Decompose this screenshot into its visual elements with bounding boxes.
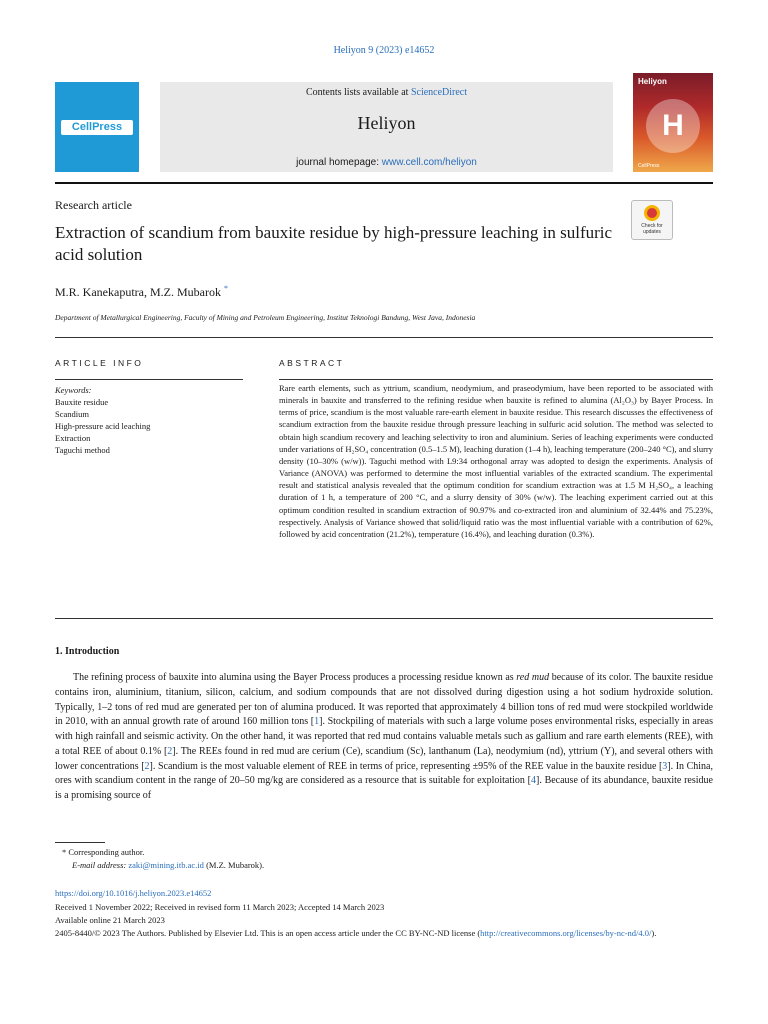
license-text: 2405-8440/© 2023 The Authors. Published by Elsevier Ltd. This is an open access article under the CC BY-NC-ND license ( (55, 928, 481, 938)
keyword-item: Taguchi method (55, 445, 110, 455)
citation-link[interactable]: 2 (167, 745, 173, 757)
author-list (55, 284, 228, 300)
abstract-text: Rare earth elements, such as yttrium, scandium, neodymium, and praseodymium, have been reported to be associated with minerals in bauxite and transferred to the refining residue when bauxite is refined to alumina (Al₂O₃) by Bayer Process. In terms of price, scandium is the most valuable rare-earth element in bauxite residue. This research discusses the effectiveness of scandium extraction from the bauxite residue through pressure leaching in sulfuric acid solution. The method was selected to obtain high scandium recovery and leaching selectivity to iron and aluminium. Series of leaching experiments were conducted under variations of H₂SO₄ concentration (0.5–1.5 M), leaching duration (1–4 h), leaching temperature (200–240 °C), and slurry density (10–30% (w/w)). Taguchi method with L9:34 orthogonal array was adopted to design the experiments. Analysis of Variance (ANOVA) was performed to determine the most influential variables of the extracted scandium. The experimental result and statistical analysis revealed that the optimum condition for scandium extraction was at 1.5 M H₂SO₄, a leaching duration of 1 h, a temperature of 200 °C, and a slurry density of 30% (w/w). The leaching experiment carried out at this optimum condition resulted in scandium extraction of 90.97% and co-extracted iron and aluminium of 32.44% and 75.23%, respectively. Analysis of Variance showed that solid/liquid ratio was the most influential variable with a contribution of 62%, followed by acid concentration (21.2%), temperature (16.4%), and leaching duration (0.3%). (279, 383, 713, 539)
corresponding-author-note: * Corresponding author. (62, 847, 145, 857)
intro-text-run: ]. Because of its abundance, bauxite residue is a promising source of (55, 775, 713, 801)
email-suffix: (M.Z. Mubarok). (203, 860, 265, 870)
check-for-updates-button[interactable] (631, 200, 673, 240)
online-date: Available online 21 March 2023 (55, 915, 165, 925)
intro-text-run: ]. The REEs found in red mud are cerium (Ce), scandium (Sc), lanthanum (La), neodymium (nd), yttrium (Y), and several others with lower concentrations [ (55, 745, 713, 772)
contents-prefix: Contents lists available at (305, 87, 411, 98)
email-link[interactable]: zaki@mining.itb.ac.id (128, 860, 204, 870)
cellpress-logo[interactable]: CellPress (61, 120, 133, 135)
citation-link[interactable]: 3 (662, 760, 668, 772)
cover-h-logo: H (646, 99, 700, 153)
journal-title: Heliyon (357, 113, 416, 133)
homepage-link[interactable]: www.cell.com/heliyon (381, 157, 477, 168)
sciencedirect-link[interactable]: ScienceDirect (410, 87, 468, 98)
keywords-block (55, 384, 243, 456)
article-title: Extraction of scandium from bauxite residue by high-pressure leaching in sulfuric acid solution (55, 223, 613, 264)
cellpress-logo-panel (55, 82, 139, 172)
citation-link[interactable]: 2 (144, 760, 150, 772)
authors-names: M.R. Kanekaputra, M.Z. Mubarok (55, 285, 221, 299)
received-dates: Received 1 November 2022; Received in revised form 11 March 2023; Accepted 14 March 2023 (55, 902, 385, 912)
license-end: ). (651, 928, 657, 938)
intro-italic-term: red mud (516, 672, 550, 683)
doi-link[interactable]: https://doi.org/10.1016/j.heliyon.2023.e14652 (55, 888, 212, 898)
journal-header (160, 82, 613, 172)
intro-text-run: The refining process of bauxite into alumina using the Bayer Process produces a processing residue known as (73, 672, 517, 683)
citation-link[interactable]: 1 (314, 716, 320, 728)
citation-link[interactable]: 4 (530, 775, 536, 787)
abstract-rule (279, 379, 713, 380)
keyword-item: Extraction (55, 433, 91, 443)
license-statement (55, 927, 713, 939)
intro-text-run: because of its color. The bauxite residue contains iron, aluminium, titanium, silicon, calcium, and sodium compounds that are not dissolved during digestion using a hot sodium hydroxide solution. Typically, 1–2 tons of red mud are generated per ton of alumina produced. It was reported that approximately 4 billion tons of red mud were stockpiled worldwide in 2010, with an annual growth rate of around 160 million tons [ (55, 672, 713, 728)
article-info-rule (55, 379, 243, 380)
check-updates-icon (644, 205, 660, 221)
corresponding-author-mark[interactable]: * (223, 284, 228, 293)
check-updates-label: Check for updates (641, 223, 663, 235)
cover-publisher: CellPress (638, 163, 660, 169)
keyword-item: Bauxite residue (55, 397, 109, 407)
introduction-heading: 1. Introduction (55, 646, 120, 657)
email-note (72, 860, 264, 870)
homepage-prefix: journal homepage: (296, 157, 382, 168)
introduction-paragraph (55, 671, 713, 804)
header-rule (55, 182, 713, 184)
footnote-rule (55, 842, 105, 843)
cover-title: Heliyon (638, 77, 667, 86)
abstract-end-rule (55, 618, 713, 619)
intro-text-run: ]. In China, ores with scandium content in the range of 20–50 mg/kg are considered as a resource that is suitable for exploitation [ (55, 760, 713, 787)
abstract-heading: ABSTRACT (279, 358, 345, 368)
keywords-label: Keywords: (55, 385, 92, 395)
affiliation: Department of Metallurgical Engineering, Faculty of Mining and Petroleum Engineering, Institut Teknologi Bandung, West Java, Indonesia (55, 313, 476, 322)
keyword-item: Scandium (55, 409, 89, 419)
license-link[interactable]: http://creativecommons.org/licenses/by-nc-nd/4.0/ (480, 928, 652, 938)
intro-text-run: ]. Stockpiling of materials with such a large volume poses environmental risks, especially in areas with high rainfall and seismic activity. On the other hand, it was reported that red mud contains valuable metals such as gallium and rare earth elements (REE), with a total REE of about 0.1% [ (55, 716, 713, 757)
section-rule (55, 337, 713, 338)
article-info-heading: ARTICLE INFO (55, 358, 144, 368)
article-type: Research article (55, 198, 132, 212)
journal-reference[interactable]: Heliyon 9 (2023) e14652 (333, 45, 435, 56)
intro-text-run: ]. Scandium is the most valuable element of REE in terms of price, representing ±95% of the REE value in the bauxite residue [ (149, 760, 663, 772)
homepage-line (160, 157, 613, 168)
contents-line (160, 87, 613, 98)
email-label: E-mail address: (72, 860, 129, 870)
keyword-item: High-pressure acid leaching (55, 421, 151, 431)
journal-cover-image[interactable] (633, 73, 713, 172)
